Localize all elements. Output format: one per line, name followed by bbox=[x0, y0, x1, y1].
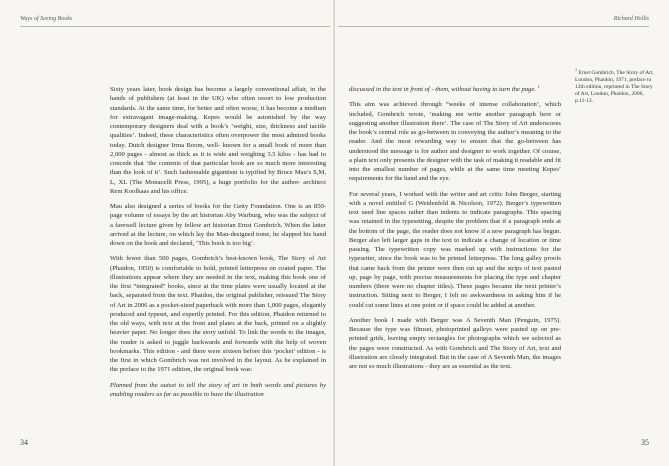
header-rule-right bbox=[338, 26, 649, 27]
block-quote-continued: discussed in the text in front of - them, without having to turn the page. $^1$ bbox=[349, 83, 540, 93]
paragraph: Mau also designed a series of books for the Getty Foundation. One is an 850-page volume of essays by the art historian Aby Warburg, who was the subject of a farewell lecture given by fellow art historian Ernst Gombrich. When the latter arrived at the lecture, on which lay the Mau-designed tome, he slapped his hand down on the book and declared, ‘This book is too big’. bbox=[110, 203, 326, 247]
page-number-right: 35 bbox=[641, 438, 649, 447]
footnote-number: 1 bbox=[575, 67, 577, 73]
paragraph: Another book I made with Berger was A Seventh Man (Penguin, 1975). Because the type was filmset, photoprinted galleys were pasted up on pre-printed grids, leaving empty rectangles for photographs which we selected as the pages were constructed. As with Gombrich and The Story of Art, text and illustration are closely integrated. But in the case of A Seventh Man, the images are not so much illustrations - they are as essential as the text. bbox=[349, 316, 561, 370]
right-text-column bbox=[349, 85, 561, 377]
side-footnote bbox=[575, 67, 655, 105]
paragraph: For several years, I worked with the writer and art critic John Berger, starting with a novel entitled G (Weidenfeld & Nicolson, 1972). Berger’s typewritten text used line spaces rather than indents to indicate paragraphs. This spacing was retained in the typesetting, despite the problem that if a paragraph ends at the bottom of the page, the reader does not know if a new paragraph has begun. Berger also left larger gaps in the text to indicate a change of location or time passing. The typewritten copy was marked up with instructions for the typesetter, since the book was to be printed letterpress. The long galley proofs that came back from the printer were then cut up and the strips of text pasted up, page by page, with precise measurements for placing the type and chapter numbers (there were no chapter titles). These pages became the next printer’s instruction. Sitting next to Berger, I felt no awkwardness in asking him if he could cut some lines at one point or if space could be added at another. bbox=[349, 190, 561, 309]
running-head-right: Richard Hollis bbox=[613, 16, 649, 22]
left-text-column bbox=[110, 85, 326, 405]
page-number-left: 34 bbox=[20, 438, 28, 447]
running-head-left: Ways of Seeing Books bbox=[20, 16, 73, 22]
paragraph: This aim was achieved through “weeks of intense collaboration’, which included, Gombrich wrote, ‘making me write another paragraph here or suggesting another illustration there’. The case of The Story of Art underscores the book’s central role as go-between in conveying the author’s meaning to the reader. And the most rewarding way to ensure that the go-between has understood the message is for author and designer to work together. Of course, a plain text only presents the designer with the task of making it readable and fit into the smallest number of pages, while at the same time meeting Kepes’ requirements for the hand and the eye. bbox=[349, 101, 561, 183]
block-quote: Planned from the outset to tell the story of art in both words and pictures by enabling readers as far as possible to have the illustration bbox=[110, 381, 326, 398]
right-page bbox=[335, 0, 669, 466]
left-page bbox=[0, 0, 334, 466]
paragraph: With fewer than 500 pages, Gombrich’s best-known book, The Story of Art (Phaidon, 1950) is comfortable to hold, printed letterpress on coated paper. The illustrations appear where they are needed in the text, making this book one of the first “integrated” books, since at the time plates were usually located at the back, separated from the text. Phaidon, the original publisher, reissued The Story of Art in 2006 as a pocket-sized paperback with more than 1,000 pages, elegantly produced and typeset, and expertly printed. For this edition, Phaidon returned to the old ways, with text at the front and plates at the back, printed on a slightly heavier paper. No longer does the story unfold. To link the words to the images, the reader is asked to juggle backwards and forwards with the help of woven bookmarks. This edition - and there were sixteen before this ‘pocket’ edition - is the first in which Gombrich was not involved in the layout. As he explained in the preface to the 1971 edition, the original book was: bbox=[110, 255, 326, 374]
footnote-text: Ernst Gombrich, The Story of Art, London, Phaidon, 1971, preface to 12th edition, reprinted in The Story of Art, London, Phaidon, 2006, p.11-12. bbox=[575, 70, 654, 104]
paragraph: Sixty years later, book design has become a largely conventional affair, in the hands of publishers (at least in the UK) who often resort to low production standards. At the same time, for better and often worse, it has become a medium for extravagant image-making. Kepes would be astonished by the way contemporary designers deal with a book’s ‘weight, size, thickness and tactile qualities’. Indeed, these characteristics often overpower the most admired books today. Dutch designer Irma Boom, well- known for a small book of more than 2,000 pages - almost as thick as it is wide and weighing 3.5 kilos - has had to concede that ‘the contents of that particular book are so much more interesting than the look of it’. Such fashionable gigantism is typified by Bruce Mau’s S,M, L, XL (The Monacelli Press, 1995), a huge portfolio for the author- architect Rem Koolhaas and his office. bbox=[110, 86, 326, 195]
footnote-ref: 1 bbox=[537, 83, 540, 89]
header-rule-left bbox=[20, 26, 330, 27]
